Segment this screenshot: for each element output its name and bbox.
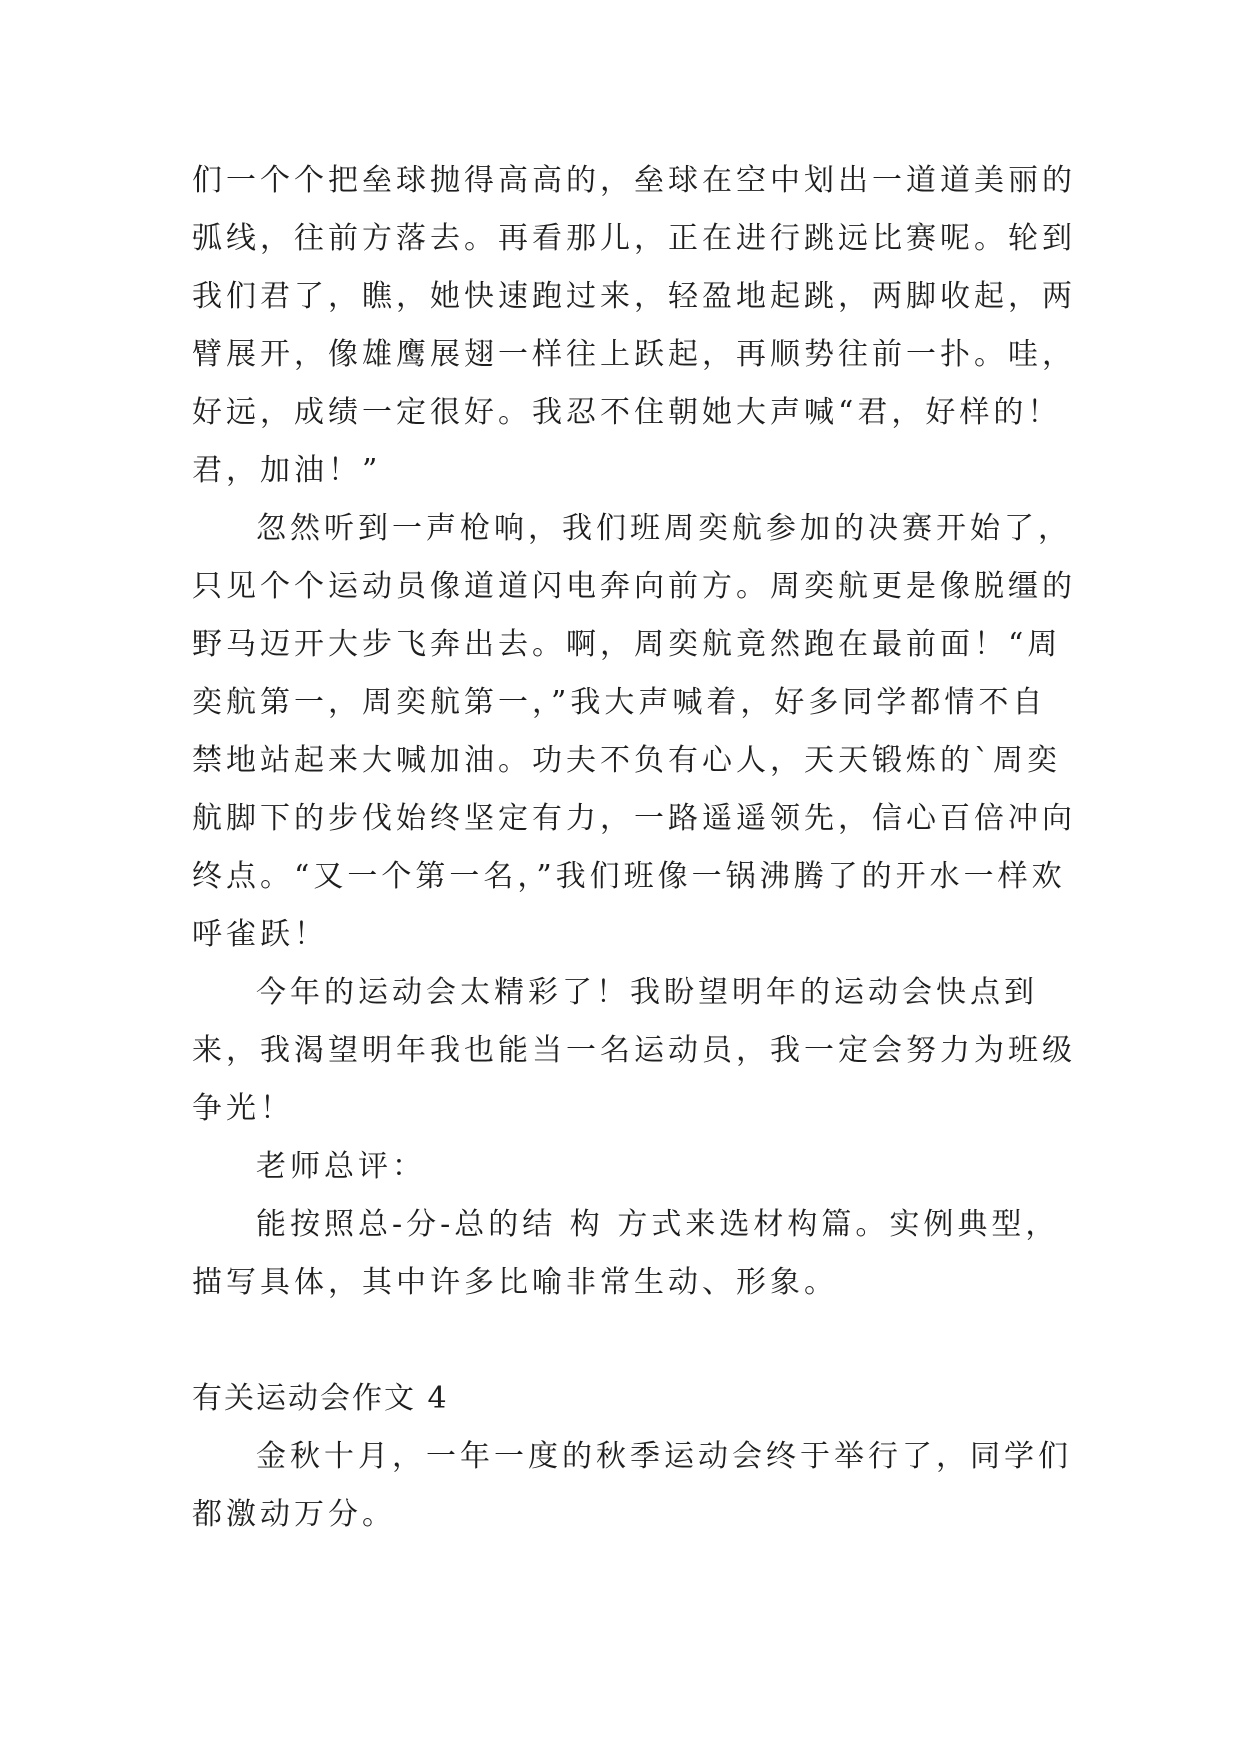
text-line: 们一个个把垒球抛得高高的，垒球在空中划出一道道美丽的	[192, 163, 1076, 198]
paragraph-start-line: 金秋十月，一年一度的秋季运动会终于举行了，同学们	[256, 1439, 1072, 1474]
text-line: 航脚下的步伐始终坚定有力，一路遥遥领先，信心百倍冲向	[192, 801, 1076, 836]
text-line: 来，我渴望明年我也能当一名运动员，我一定会努力为班级	[192, 1033, 1076, 1068]
paragraph-start-line: 能按照总-分-总的结 构 方式来选材构篇。实例典型，	[256, 1207, 1060, 1242]
text-line: 好远，成绩一定很好。我忍不住朝她大声喊“君，好样的！	[192, 395, 1062, 430]
text-line: 描写具体，其中许多比喻非常生动、形象。	[192, 1265, 838, 1300]
text-line: 臂展开，像雄鹰展翅一样往上跃起，再顺势往前一扑。哇，	[192, 337, 1076, 372]
document-body	[192, 152, 1076, 1544]
text-line: 野马迈开大步飞奔出去。啊，周奕航竟然跑在最前面！“周	[192, 627, 1062, 662]
paragraph-start-line: 忽然听到一声枪响，我们班周奕航参加的决赛开始了，	[256, 511, 1072, 546]
teacher-comment-label: 老师总评：	[256, 1149, 426, 1184]
text-line: 奕航第一，周奕航第一，”我大声喊着，好多同学都情不自	[192, 685, 1047, 720]
text-line: 争光！	[192, 1091, 294, 1126]
text-line: 禁地站起来大喊加油。功夫不负有心人，天天锻炼的`周奕	[192, 743, 1061, 778]
text-line: 都激动万分。	[192, 1497, 396, 1532]
text-line: 弧线，往前方落去。再看那儿，正在进行跳远比赛呢。轮到	[192, 221, 1076, 256]
text-line: 只见个个运动员像道道闪电奔向前方。周奕航更是像脱缰的	[192, 569, 1076, 604]
text-line: 我们君了，瞧，她快速跑过来，轻盈地起跳，两脚收起，两	[192, 279, 1076, 314]
section-heading: 有关运动会作文 4	[192, 1381, 449, 1416]
text-line: 呼雀跃！	[192, 917, 328, 952]
text-line: 终点。“又一个第一名，”我们班像一锅沸腾了的开水一样欢	[192, 859, 1066, 894]
paragraph-start-line: 今年的运动会太精彩了！我盼望明年的运动会快点到	[256, 975, 1038, 1010]
section-gap	[192, 1312, 1072, 1370]
text-line: 君，加油！”	[192, 453, 382, 488]
